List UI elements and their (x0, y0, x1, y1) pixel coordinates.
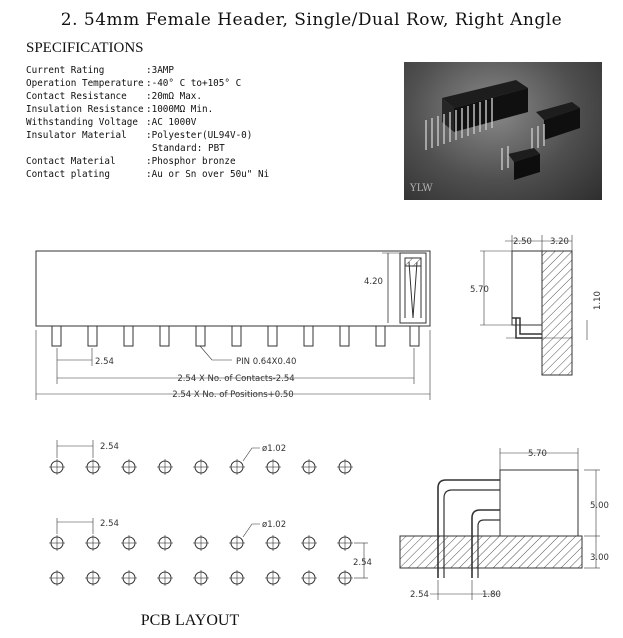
mounted-dim-h2: 3.00 (590, 553, 609, 563)
mounted-pin-inner (472, 510, 500, 578)
spec-row (26, 90, 269, 103)
pcb-dual-hole: ø1.02 (262, 520, 287, 530)
pcb-hole (85, 570, 101, 586)
spec-sep: : (146, 91, 152, 102)
pcb-hole (49, 459, 65, 475)
spec-row (26, 129, 269, 142)
spec-sep: : (146, 104, 152, 115)
front-dim-pitch: 2.54 (95, 357, 114, 367)
mounted-dim-h1: 5.00 (590, 501, 609, 511)
front-pin-label: PIN 0.64X0.40 (236, 357, 297, 367)
spec-value: Phosphor bronze (151, 156, 236, 167)
side-pcb-section (542, 251, 572, 375)
side-body-left (512, 251, 542, 325)
spec-sep: : (146, 156, 152, 167)
pcb-hole (337, 535, 353, 551)
pcb-hole (193, 570, 209, 586)
connector-small-pins (532, 124, 544, 150)
pcb-hole (301, 459, 317, 475)
pcb-hole (265, 570, 281, 586)
spec-sep: : (146, 78, 152, 89)
product-photo-art (404, 62, 602, 200)
pcb-hole (157, 535, 173, 551)
spec-label: Contact Material (26, 156, 116, 167)
pcb-single-row (49, 440, 353, 475)
spec-label (26, 142, 152, 155)
spec-value: 3AMP (151, 65, 174, 76)
front-contacts-formula: 2.54 X No. of Contacts-2.54 (177, 374, 295, 384)
spec-label: Insulation Resistance (26, 104, 144, 115)
spec-label: Contact plating (26, 169, 110, 180)
spec-value: 1000MΩ Min. (151, 104, 214, 115)
pcb-hole (265, 459, 281, 475)
spec-label: Withstanding Voltage (26, 117, 138, 128)
pcb-hole (121, 459, 137, 475)
front-positions-formula: 2.54 X No. of Positions+0.50 (172, 390, 294, 400)
pcb-dual-row-pitch: 2.54 (353, 558, 372, 568)
mounted-pcb (400, 536, 582, 568)
spec-label: Insulator Material (26, 130, 127, 141)
spec-label: Contact Resistance (26, 91, 127, 102)
pcb-hole (157, 459, 173, 475)
pcb-hole (265, 535, 281, 551)
spec-sep: : (146, 117, 152, 128)
mounted-dim-b2: 1.80 (482, 590, 501, 600)
pcb-dual-row (49, 518, 368, 586)
pcb-hole (337, 459, 353, 475)
pcb-hole (301, 535, 317, 551)
mounted-view (400, 448, 600, 600)
pcb-hole (85, 535, 101, 551)
pcb-hole (193, 459, 209, 475)
front-dim-height: 4.20 (364, 277, 383, 287)
spec-row (26, 168, 269, 181)
spec-heading: SPECIFICATIONS (26, 40, 144, 56)
spec-value: 20mΩ Max. (151, 91, 202, 102)
pcb-hole (157, 570, 173, 586)
side-dim-a: 2.50 (513, 237, 532, 247)
front-view (36, 251, 430, 400)
spec-row (26, 155, 269, 168)
spec-label: Operation Temperature (26, 78, 144, 89)
mounted-dim-w: 5.70 (528, 449, 547, 459)
pcb-hole (49, 535, 65, 551)
spec-value: Au or Sn over 50u" Ni (151, 169, 270, 180)
pcb-hole (193, 535, 209, 551)
connector-tiny-pins (502, 146, 508, 170)
side-view (480, 235, 587, 375)
pcb-hole (229, 459, 245, 475)
pcb-hole (229, 570, 245, 586)
spec-value: Polyester(UL94V-0) (151, 130, 253, 141)
spec-row (26, 77, 269, 90)
pcb-dual-pitch: 2.54 (100, 519, 119, 529)
spec-row (26, 142, 269, 155)
spec-value: -40° C to+105° C (151, 78, 242, 89)
pcb-hole (337, 570, 353, 586)
pcb-hole (85, 459, 101, 475)
pcb-hole (229, 535, 245, 551)
pcb-layout-caption: PCB LAYOUT (140, 612, 240, 629)
front-end-cavity (400, 253, 426, 323)
front-pins (52, 326, 419, 346)
pcb-hole (121, 535, 137, 551)
pcb-single-hole: ø1.02 (262, 444, 287, 454)
side-dim-pin: 1.10 (593, 291, 603, 310)
spec-row (26, 116, 269, 129)
page-title: 2. 54mm Female Header, Single/Dual Row, Right Angle (60, 10, 563, 30)
front-body (36, 251, 430, 326)
spec-label: Current Rating (26, 65, 105, 76)
spec-value: Standard: PBT (152, 143, 225, 154)
mounted-pin-outer (438, 480, 500, 578)
pcb-single-pitch: 2.54 (100, 442, 119, 452)
pcb-hole (301, 570, 317, 586)
pcb-hole (121, 570, 137, 586)
spec-row (26, 64, 269, 77)
pcb-hole (49, 570, 65, 586)
spec-value: AC 1000V (151, 117, 197, 128)
spec-table (26, 64, 269, 181)
spec-sep: : (146, 65, 152, 76)
mounted-body (500, 470, 578, 536)
spec-sep: : (146, 169, 152, 180)
spec-row (26, 103, 269, 116)
mounted-dim-b1: 2.54 (410, 590, 429, 600)
side-dim-h: 5.70 (470, 285, 489, 295)
spec-sep: : (146, 130, 152, 141)
product-photo (404, 62, 602, 200)
side-dim-b: 3.20 (550, 237, 569, 247)
photo-watermark: YLW (410, 183, 433, 194)
